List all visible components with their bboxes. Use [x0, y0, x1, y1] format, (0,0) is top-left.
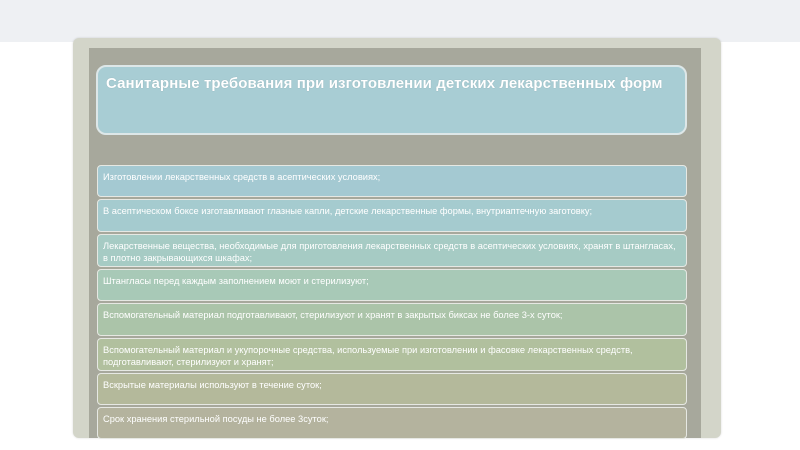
- list-item: Штангласы перед каждым заполнением моют и стерилизуют;: [97, 269, 687, 301]
- slide-title: Санитарные требования при изготовлении детских лекарственных форм: [106, 75, 663, 92]
- top-band: [0, 0, 800, 42]
- slide-content: [89, 48, 701, 438]
- slide-title-box: [96, 65, 687, 135]
- requirements-list: [97, 165, 693, 441]
- list-item: Вспомогательный материал подготавливают, стерилизуют и хранят в закрытых биксах не более 3-х суток;: [97, 303, 687, 336]
- list-item: Срок хранения стерильной посуды не более 3суток;: [97, 407, 687, 439]
- list-item: Вспомогательный материал и укупорочные средства, используемые при изготовлении и фасовке лекарственных средств, подготавливают, стерилизуют и хранят;: [97, 338, 687, 371]
- list-item: Вскрытые материалы используют в течение суток;: [97, 373, 687, 405]
- list-item: В асептическом боксе изготавливают глазные капли, детские лекарственные формы, внутриаптечную заготовку;: [97, 199, 687, 232]
- list-item: Изготовлении лекарственных средств в асептических условиях;: [97, 165, 687, 197]
- slide: [73, 38, 721, 438]
- list-item: Лекарственные вещества, необходимые для приготовления лекарственных средств в асептических условиях, хранят в штангласах, в плотно закрывающихся шкафах;: [97, 234, 687, 267]
